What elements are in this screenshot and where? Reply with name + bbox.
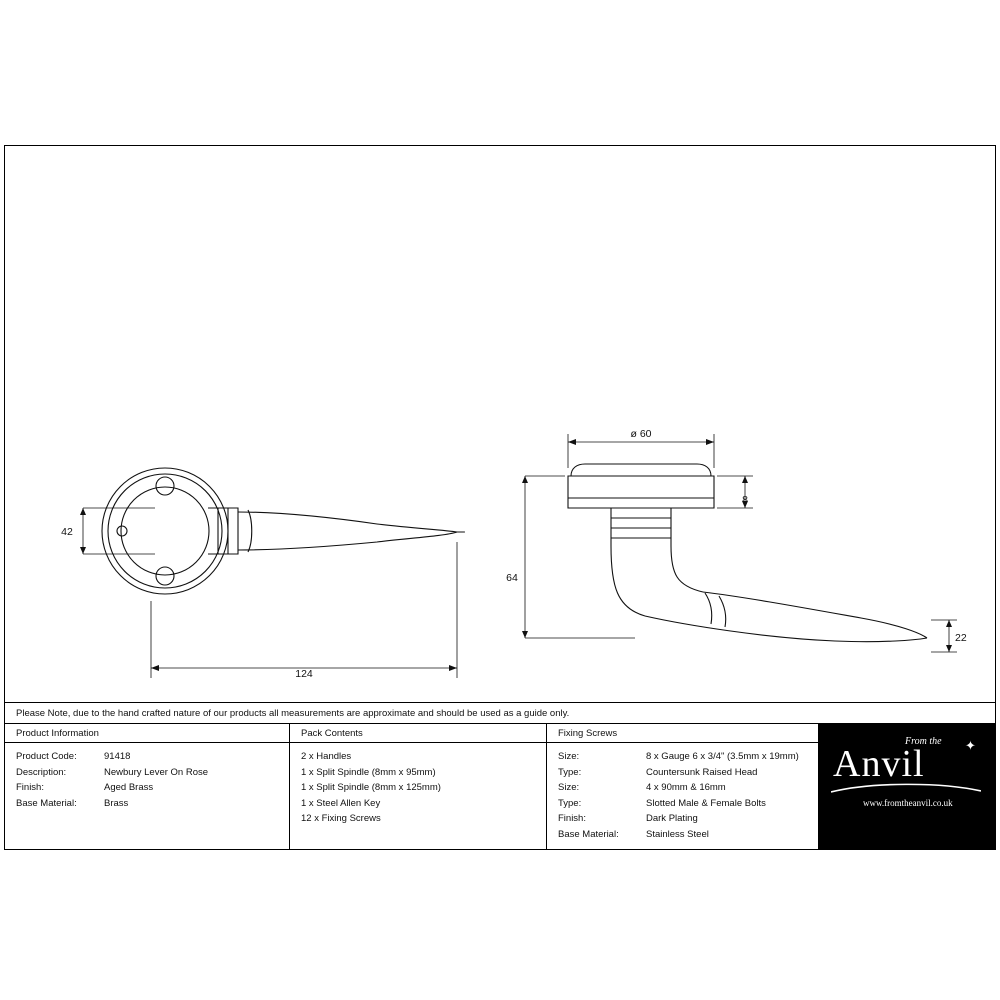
base-material-label: Base Material:	[16, 797, 77, 809]
list-item: 1 x Split Spindle (8mm x 95mm)	[301, 766, 436, 778]
pack-contents-heading: Pack Contents	[290, 724, 546, 743]
finish-row	[16, 780, 289, 796]
logo-website-url: www.fromtheanvil.co.uk	[863, 798, 953, 808]
list-item: 12 x Fixing Screws	[301, 813, 381, 824]
arrow-22-bottom	[946, 645, 952, 652]
description-row	[16, 765, 289, 781]
brand-logo	[819, 724, 995, 849]
fixing-type-row-1	[558, 765, 818, 781]
fixing-base-material-value: Stainless Steel	[646, 828, 709, 840]
fixing-size-row-1	[558, 749, 818, 765]
side-view	[568, 464, 927, 642]
product-information-heading: Product Information	[5, 724, 289, 743]
lever-handle-drawing	[5, 146, 995, 702]
finish-value: Aged Brass	[104, 782, 154, 793]
dim-label-d60: ø 60	[630, 428, 652, 440]
description-label: Description:	[16, 766, 67, 778]
arrow-64-top	[522, 476, 528, 483]
arrow-8-top	[742, 476, 748, 483]
product-information-body	[5, 743, 289, 811]
product-information-column	[5, 724, 290, 849]
lever-bottom-profile	[238, 532, 457, 550]
fixing-type-row-2	[558, 796, 818, 812]
finish-label: Finish:	[16, 782, 44, 793]
dim-label-8: 8	[742, 494, 748, 506]
list-item: 1 x Steel Allen Key	[301, 797, 381, 809]
logo-swoosh-icon	[831, 782, 981, 796]
arrow-124-left	[151, 665, 159, 671]
fixing-finish-row	[558, 811, 818, 827]
lever-bottom-profile-side	[645, 616, 927, 642]
lever-shoulder	[248, 510, 252, 552]
dim-label-64: 64	[506, 572, 518, 584]
arrow-124-right	[449, 665, 457, 671]
fixing-base-material-row	[558, 827, 818, 843]
fixing-size-label-1: Size:	[558, 751, 580, 762]
pack-contents-body	[290, 743, 546, 827]
elbow-inner	[671, 546, 703, 592]
fixing-type-label-2: Type:	[558, 797, 582, 809]
fixing-finish-label: Finish:	[558, 813, 586, 824]
fixing-size-value-1: 8 x Gauge 6 x 3/4" (3.5mm x 19mm)	[646, 751, 799, 762]
logo-from-the-text: From the	[905, 736, 942, 747]
rose-inner-circle	[108, 474, 222, 588]
product-code-label: Product Code:	[16, 751, 77, 762]
neck-sides	[611, 508, 671, 546]
fixing-screws-heading: Fixing Screws	[547, 724, 818, 743]
brand-logo-column	[819, 724, 995, 849]
arrow-d60-left	[568, 439, 576, 445]
logo-anvil-text: Anvil	[833, 743, 925, 785]
elbow-outer	[611, 546, 645, 616]
arrow-d60-right	[706, 439, 714, 445]
base-material-value: Brass	[104, 797, 129, 809]
fixing-finish-value: Dark Plating	[646, 813, 698, 824]
fixing-type-value-2: Slotted Male & Female Bolts	[646, 797, 766, 809]
lever-collar-side-1	[705, 593, 712, 624]
information-strip	[5, 724, 995, 849]
lever-collar	[208, 508, 238, 554]
star-icon: ✦	[965, 738, 976, 753]
fixing-hole-bottom	[156, 567, 174, 585]
base-material-row	[16, 796, 289, 812]
lever-top-profile-side	[703, 592, 927, 638]
dim-label-124: 124	[295, 668, 313, 680]
fixing-size-value-2: 4 x 90mm & 16mm	[646, 782, 726, 793]
technical-drawing-sheet	[4, 145, 996, 850]
measurement-note: Please Note, due to the hand crafted nature of our products all measurements are approximate and should be used as a guide only.	[5, 702, 995, 724]
side-view-dimensions	[522, 434, 957, 652]
description-value: Newbury Lever On Rose	[104, 766, 209, 778]
fixing-type-label-1: Type:	[558, 766, 582, 778]
fixing-size-row-2	[558, 780, 818, 796]
dim-label-22: 22	[955, 632, 967, 644]
arrow-64-bottom	[522, 631, 528, 638]
rose-plate-edge	[568, 476, 714, 508]
rose-step-circle	[121, 487, 209, 575]
arrow-42-bottom	[80, 547, 86, 554]
fixing-screws-column	[547, 724, 819, 849]
fixing-screws-body	[547, 743, 818, 842]
rose-plate-top-curve	[571, 464, 711, 476]
arrow-22-top	[946, 620, 952, 627]
fixing-base-material-label: Base Material:	[558, 828, 619, 840]
arrow-42-top	[80, 508, 86, 515]
fixing-hole-top	[156, 477, 174, 495]
product-code-value: 91418	[104, 751, 131, 762]
lever-top-profile	[238, 512, 457, 532]
lever-collar-side-2	[719, 596, 726, 627]
fixing-type-value-1: Countersunk Raised Head	[646, 766, 758, 778]
fixing-size-label-2: Size:	[558, 782, 580, 793]
grub-screw-hole	[117, 526, 127, 536]
product-code-row	[16, 749, 289, 765]
dim-label-42: 42	[61, 526, 73, 538]
pack-contents-column	[290, 724, 547, 849]
list-item: 1 x Split Spindle (8mm x 125mm)	[301, 782, 441, 793]
front-view	[102, 468, 465, 594]
list-item: 2 x Handles	[301, 751, 352, 762]
front-view-dimensions	[80, 508, 457, 678]
drawing-area	[5, 146, 995, 702]
